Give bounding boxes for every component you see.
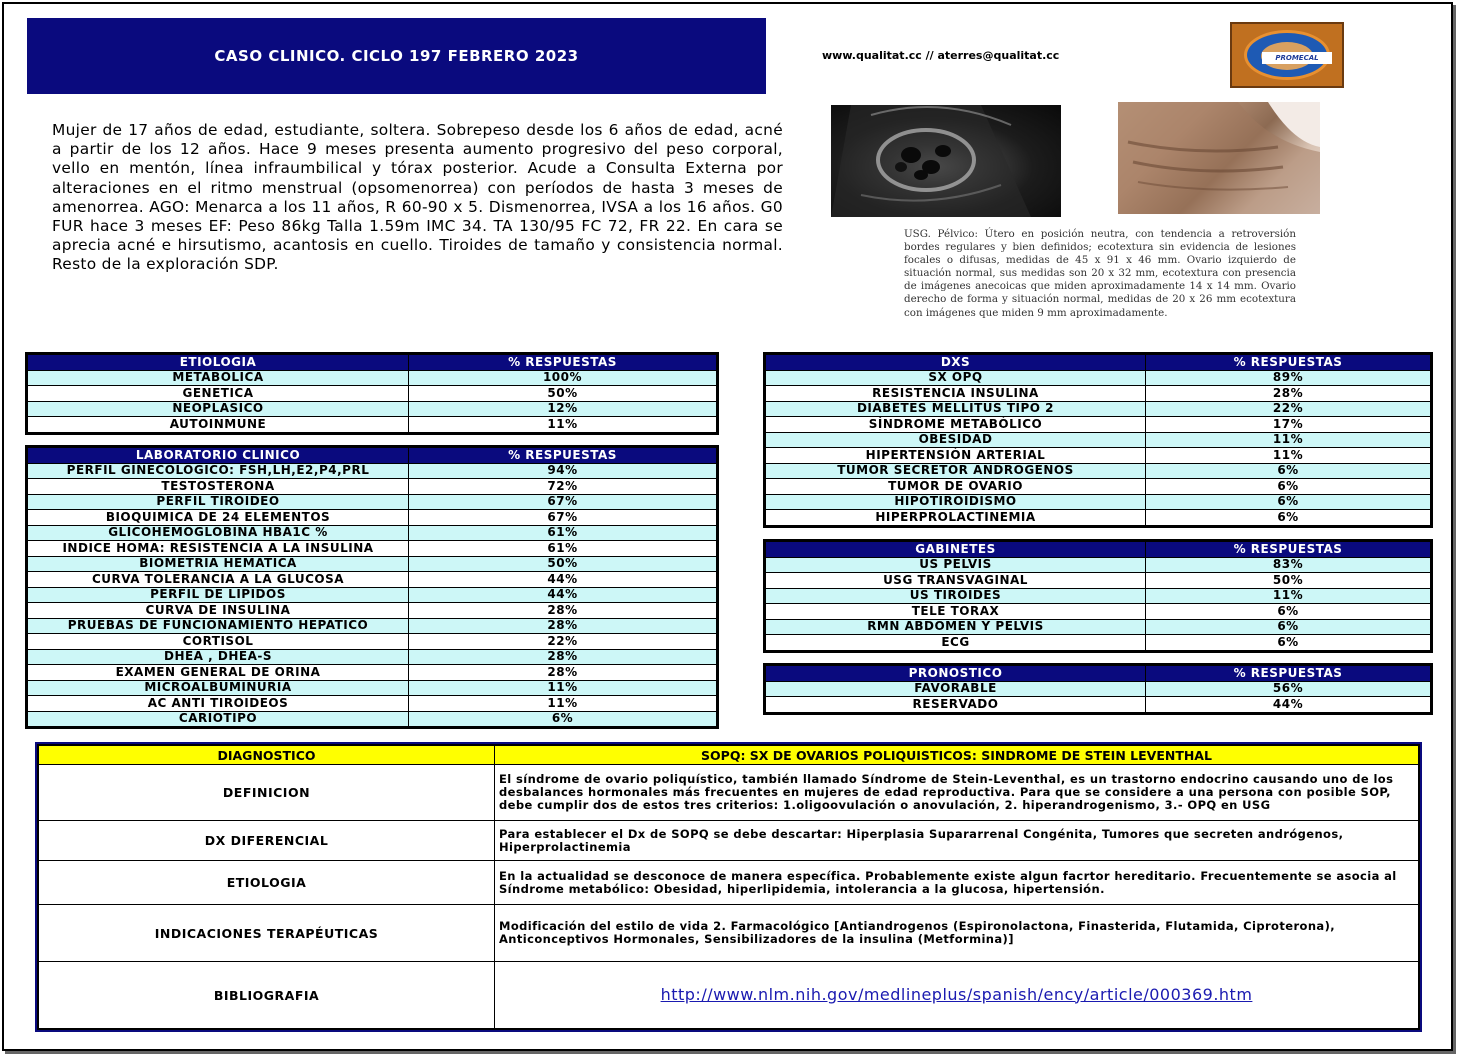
row-label: RESERVADO xyxy=(766,697,1146,713)
ultrasound-caption: USG. Pélvico: Útero en posición neutra, con tendencia a retroversión bordes regulares y bien definidos; ecotextura sin evidencia de lesiones focales o difusas, medidas de 45 x 91 x 46 mm. Ovario izquierdo de situación normal, sus medidas son 20 x 32 mm, ecotextura con presencia de imágenes anecoicas que miden aproximadamente 14 x 14 mm. Ovario derecho de forma y situación normal, medidas de 20 x 26 mm ecotextura con imágenes que miden 9 mm aproximadamente. xyxy=(904,228,1296,319)
row-percent: 28% xyxy=(409,618,717,634)
row-label: EXAMEN GENERAL DE ORINA xyxy=(28,665,409,681)
site-links[interactable]: www.qualitat.cc // aterres@qualitat.cc xyxy=(822,49,1060,62)
table-row xyxy=(766,479,1431,495)
row-label: DIABETES MELLITUS TIPO 2 xyxy=(766,401,1146,417)
table-row xyxy=(28,370,717,386)
row-percent: 22% xyxy=(409,634,717,650)
definicion-label: DEFINICION xyxy=(38,765,495,821)
row-label: CORTISOL xyxy=(28,634,409,650)
row-percent: 11% xyxy=(409,696,717,712)
table-row xyxy=(28,510,717,526)
dxs-table xyxy=(765,354,1431,526)
pelvic-ultrasound-image xyxy=(831,105,1061,217)
case-description: Mujer de 17 años de edad, estudiante, soltera. Sobrepeso desde los 6 años de edad, acné a partir de los 12 años. Hace 9 meses presenta aumento progresivo del peso corporal, vello en mentón, línea infraumbilical y tórax posterior. Acude a Consulta Externa por alteraciones en el ritmo menstrual (opsomenorrea) con períodos de hasta 3 meses de amenorrea. AGO: Menarca a los 11 años, R 60-90 x 5. Dismenorrea, IVSA a los 16 años. G0 FUR hace 3 meses EF: Peso 86kg Talla 1.59m IMC 34. TA 130/95 FC 72, FR 22. En cara se aprecia acné e hirsutismo, acantosis en cuello. Tiroides de tamaño y consistencia normal. Resto de la exploración SDP. xyxy=(52,121,783,274)
row-percent: 44% xyxy=(409,587,717,603)
table-row xyxy=(28,417,717,433)
table-row xyxy=(766,370,1431,386)
row-label: AUTOINMUNE xyxy=(28,417,409,433)
table-row xyxy=(766,386,1431,402)
table-row xyxy=(766,588,1431,604)
table-row xyxy=(28,587,717,603)
diagnostico-table xyxy=(36,743,1421,1031)
row-percent: 50% xyxy=(409,386,717,402)
table-row xyxy=(28,711,717,727)
etiologia-label: ETIOLOGIA xyxy=(38,861,495,905)
row-percent: 6% xyxy=(1146,494,1431,510)
row-label: RESISTENCIA INSULINA xyxy=(766,386,1146,402)
table-row xyxy=(28,680,717,696)
page-title: CASO CLINICO. CICLO 197 FEBRERO 2023 xyxy=(27,18,766,94)
table-header: % RESPUESTAS xyxy=(1146,355,1431,371)
pronostico-table xyxy=(765,665,1431,713)
row-percent: 94% xyxy=(409,463,717,479)
row-label: PRUEBAS DE FUNCIONAMIENTO HEPÁTICO xyxy=(28,618,409,634)
table-header: GABINETES xyxy=(766,542,1146,558)
row-label: BIOQUIMICA DE 24 ELEMENTOS xyxy=(28,510,409,526)
row-label: USG TRANSVAGINAL xyxy=(766,573,1146,589)
row-label: PERFIL TIROIDEO xyxy=(28,494,409,510)
row-label: SÍNDROME METABÓLICO xyxy=(766,417,1146,433)
row-label: ECG xyxy=(766,635,1146,651)
row-label: BIOMETRIA HEMÁTICA xyxy=(28,556,409,572)
bibliografia-label: BIBLIOGRAFIA xyxy=(38,962,495,1030)
row-label: NEOPLASICO xyxy=(28,401,409,417)
laboratorio-table xyxy=(27,447,717,727)
bibliografia-cell xyxy=(495,962,1420,1030)
neck-acanthosis-photo xyxy=(1118,102,1320,214)
table-header: PRONOSTICO xyxy=(766,666,1146,682)
dx-diferencial-text: Para establecer el Dx de SOPQ se debe descartar: Hiperplasia Supararrenal Congénita, Tumores que secreten andrógenos, Hiperprolactinemia xyxy=(495,821,1420,861)
row-percent: 28% xyxy=(409,665,717,681)
table-row xyxy=(766,510,1431,526)
diagnostico-title: SOPQ: SX DE OVARIOS POLIQUISTICOS: SINDROME DE STEIN LEVENTHAL xyxy=(495,745,1420,765)
row-label: US TIROIDES xyxy=(766,588,1146,604)
row-percent: 6% xyxy=(1146,479,1431,495)
row-percent: 67% xyxy=(409,494,717,510)
table-row xyxy=(766,448,1431,464)
table-row xyxy=(28,696,717,712)
row-label: HIPOTIROIDISMO xyxy=(766,494,1146,510)
row-percent: 44% xyxy=(1146,697,1431,713)
row-label: TUMOR DE OVARIO xyxy=(766,479,1146,495)
table-row xyxy=(766,432,1431,448)
row-percent: 89% xyxy=(1146,370,1431,386)
table-row xyxy=(766,401,1431,417)
table-row xyxy=(28,556,717,572)
bibliografia-link[interactable]: http://www.nlm.nih.gov/medlineplus/spanish/ency/article/000369.htm xyxy=(660,984,1253,1004)
dx-diferencial-label: DX DIFERENCIAL xyxy=(38,821,495,861)
table-row xyxy=(766,697,1431,713)
row-percent: 6% xyxy=(1146,635,1431,651)
row-label: GLICOHEMOGLOBINA HBA1C % xyxy=(28,525,409,541)
table-row xyxy=(28,665,717,681)
row-percent: 28% xyxy=(409,603,717,619)
row-percent: 72% xyxy=(409,479,717,495)
row-percent: 6% xyxy=(1146,604,1431,620)
table-row xyxy=(766,573,1431,589)
row-label: METABOLICA xyxy=(28,370,409,386)
row-percent: 17% xyxy=(1146,417,1431,433)
row-percent: 11% xyxy=(1146,448,1431,464)
table-row xyxy=(28,603,717,619)
row-label: PERFIL DE LIPIDOS xyxy=(28,587,409,603)
table-row xyxy=(766,681,1431,697)
row-percent: 6% xyxy=(1146,619,1431,635)
indicaciones-label: INDICACIONES TERAPÉUTICAS xyxy=(38,905,495,962)
row-percent: 50% xyxy=(1146,573,1431,589)
table-row xyxy=(28,479,717,495)
row-percent: 67% xyxy=(409,510,717,526)
row-percent: 61% xyxy=(409,541,717,557)
gabinetes-table xyxy=(765,541,1431,651)
etiologia-table xyxy=(27,354,717,433)
row-label: HIPERPROLACTINEMIA xyxy=(766,510,1146,526)
table-row xyxy=(766,463,1431,479)
table-row xyxy=(28,649,717,665)
row-label: TELE TORAX xyxy=(766,604,1146,620)
table-header: % RESPUESTAS xyxy=(1146,542,1431,558)
row-label: SX OPQ xyxy=(766,370,1146,386)
row-percent: 44% xyxy=(409,572,717,588)
row-percent: 6% xyxy=(409,711,717,727)
row-percent: 61% xyxy=(409,525,717,541)
row-percent: 22% xyxy=(1146,401,1431,417)
table-row xyxy=(28,525,717,541)
table-row xyxy=(28,494,717,510)
row-label: FAVORABLE xyxy=(766,681,1146,697)
table-row xyxy=(766,604,1431,620)
row-percent: 11% xyxy=(409,680,717,696)
definicion-text: El síndrome de ovario poliquístico, también llamado Síndrome de Stein-Leventhal, es un trastorno endocrino causando uno de los desbalances hormonales más frecuentes en mujeres de edad reproductiva. Para que se considere a una persona con posible SOP, debe cumplir dos de estos tres criterios: 1.oligoovulación o anovulación, 2. hiperandrogenismo, 3.- OPQ en USG xyxy=(495,765,1420,821)
row-label: CURVA TOLERANCIA A LA GLUCOSA xyxy=(28,572,409,588)
row-percent: 12% xyxy=(409,401,717,417)
row-label: CARIOTIPO xyxy=(28,711,409,727)
row-percent: 6% xyxy=(1146,510,1431,526)
diagnostico-label: DIAGNOSTICO xyxy=(38,745,495,765)
row-label: OBESIDAD xyxy=(766,432,1146,448)
table-header: % RESPUESTAS xyxy=(409,355,717,371)
row-label: RMN ABDOMEN Y PELVIS xyxy=(766,619,1146,635)
table-row xyxy=(766,635,1431,651)
row-label: TUMOR SECRETOR ANDROGENOS xyxy=(766,463,1146,479)
table-row xyxy=(28,541,717,557)
table-row xyxy=(28,401,717,417)
row-label: AC ANTI TIROIDEOS xyxy=(28,696,409,712)
row-label: PERFIL GINECOLOGICO: FSH,LH,E2,P4,PRL xyxy=(28,463,409,479)
row-label: CURVA DE INSULINA xyxy=(28,603,409,619)
table-row xyxy=(766,417,1431,433)
logo-text: PROMECAL xyxy=(1262,52,1332,64)
row-percent: 83% xyxy=(1146,557,1431,573)
table-header: % RESPUESTAS xyxy=(409,448,717,464)
table-row xyxy=(28,618,717,634)
row-percent: 100% xyxy=(409,370,717,386)
table-header: % RESPUESTAS xyxy=(1146,666,1431,682)
table-header: DXS xyxy=(766,355,1146,371)
table-row xyxy=(766,619,1431,635)
table-row xyxy=(766,494,1431,510)
row-label: DHEA , DHEA-S xyxy=(28,649,409,665)
row-label: HIPERTENSIÓN ARTERIAL xyxy=(766,448,1146,464)
promecal-logo xyxy=(1230,22,1344,88)
table-header: LABORATORIO CLINICO xyxy=(28,448,409,464)
row-label: US PELVIS xyxy=(766,557,1146,573)
row-label: GENETICA xyxy=(28,386,409,402)
table-row xyxy=(28,634,717,650)
table-row xyxy=(766,557,1431,573)
table-row xyxy=(28,572,717,588)
etiologia-text: En la actualidad se desconoce de manera específica. Probablemente existe algun facrtor hereditario. Frecuentemente se asocia al Síndrome metabólico: Obesidad, hiperlipidemia, intolerancia a la glucosa, hipertensión. xyxy=(495,861,1420,905)
row-percent: 28% xyxy=(409,649,717,665)
row-percent: 28% xyxy=(1146,386,1431,402)
row-percent: 11% xyxy=(1146,588,1431,604)
row-percent: 11% xyxy=(409,417,717,433)
row-percent: 50% xyxy=(409,556,717,572)
row-label: INDICE HOMA: RESISTENCIA A LA INSULINA xyxy=(28,541,409,557)
table-row xyxy=(28,386,717,402)
row-label: TESTOSTERONA xyxy=(28,479,409,495)
row-percent: 6% xyxy=(1146,463,1431,479)
table-row xyxy=(28,463,717,479)
table-header: ETIOLOGIA xyxy=(28,355,409,371)
row-label: MICROALBUMINURIA xyxy=(28,680,409,696)
row-percent: 56% xyxy=(1146,681,1431,697)
indicaciones-text: Modificación del estilo de vida 2. Farmacológico [Antiandrogenos (Espironolactona, Finasterida, Flutamida, Ciproterona), Anticonceptivos Hormonales, Sensibilizadores de la insulina (Metformina)] xyxy=(495,905,1420,962)
row-percent: 11% xyxy=(1146,432,1431,448)
